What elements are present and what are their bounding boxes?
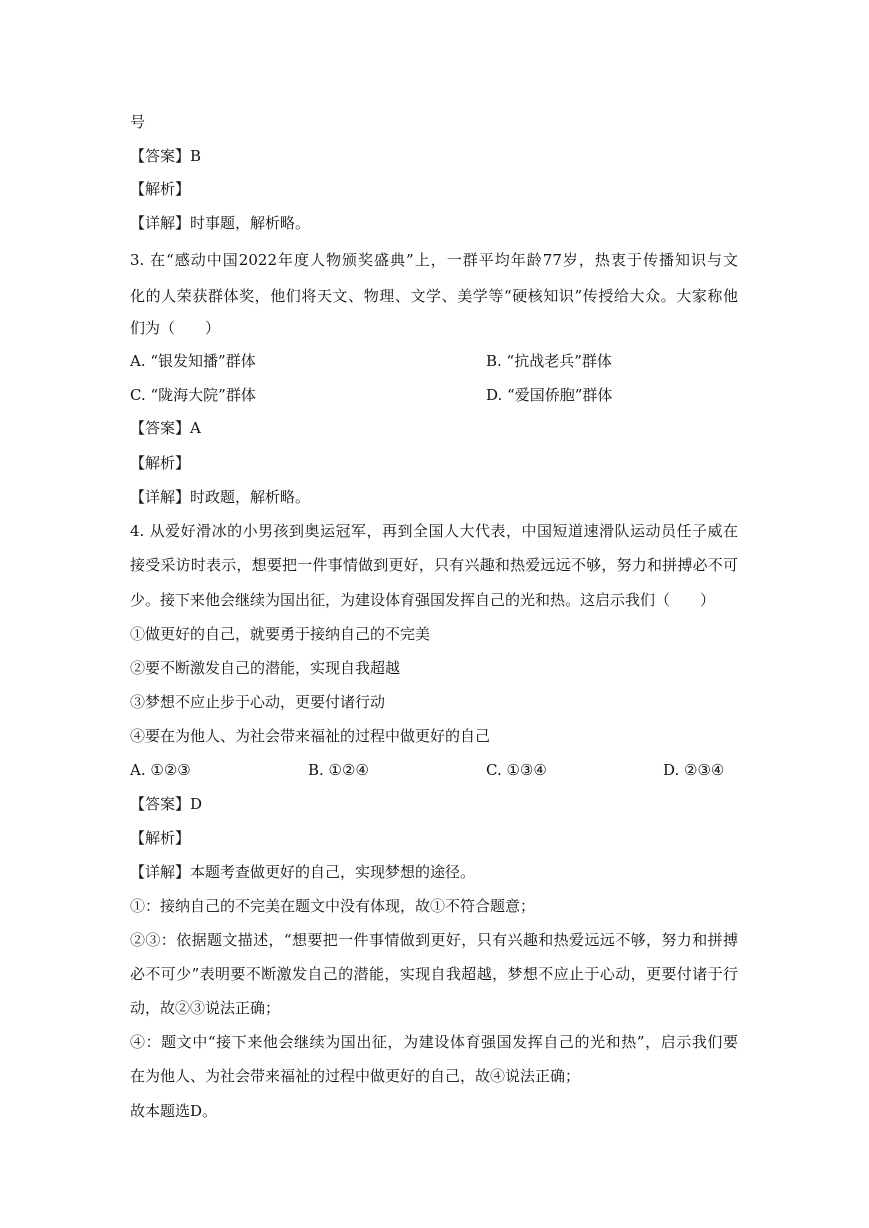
question-3-text: 3. 在“感动中国2022年度人物颁奖盛典”上，一群平均年龄77岁，热衷于传播知识与文 <box>130 251 738 269</box>
analysis-heading: 【解析】 <box>130 829 191 847</box>
explanation-line: ①：接纳自己的不完美在题文中没有体现，故①不符合题意； <box>130 897 536 915</box>
conclusion-line: 故本题选D。 <box>130 1102 218 1120</box>
question-3-text: 们为（ ） <box>130 319 221 337</box>
answer-line: 【答案】B <box>130 147 202 165</box>
question-4-text: 少。接下来他会继续为国出征，为建设体育强国发挥自己的光和热。这启示我们（ ） <box>130 591 716 609</box>
detail-line: 【详解】本题考查做更好的自己，实现梦想的途径。 <box>130 863 476 881</box>
analysis-heading: 【解析】 <box>130 454 191 472</box>
question-4-statement: ①做更好的自己，就要勇于接纳自己的不完美 <box>130 625 431 643</box>
question-4-text: 4. 从爱好滑冰的小男孩到奥运冠军，再到全国人大代表，中国短道速滑队运动员任子威在 <box>130 522 738 540</box>
explanation-line: ④：题文中“接下来他会继续为国出征，为建设体育强国发挥自己的光和热”，启示我们要 <box>130 1033 738 1051</box>
question-3-option-a: A. “银发知播”群体 <box>130 352 256 370</box>
question-4-statement: ③梦想不应止步于心动，更要付诸行动 <box>130 693 386 711</box>
explanation-line: 在为他人、为社会带来福祉的过程中做更好的自己，故④说法正确； <box>130 1067 581 1085</box>
question-3-option-c: C. “陇海大院”群体 <box>130 386 256 404</box>
question-4-text: 接受采访时表示，想要把一件事情做到更好，只有兴趣和热爱远远不够，努力和拼搏必不可 <box>130 556 738 574</box>
question-3-text: 化的人荣获群体奖，他们将天文、物理、文学、美学等“硬核知识”传授给大众。大家称他 <box>130 287 738 305</box>
question-4-option-c: C. ①③④ <box>486 761 547 779</box>
question-4-option-b: B. ①②④ <box>308 761 369 779</box>
question-4-option-a: A. ①②③ <box>130 761 191 779</box>
explanation-line: 必不可少”表明要不断激发自己的潜能，实现自我超越，梦想不应止于心动，更要付诸于行 <box>130 965 738 983</box>
answer-line: 【答案】A <box>130 419 201 437</box>
analysis-heading: 【解析】 <box>130 180 191 198</box>
question-4-option-d: D. ②③④ <box>663 761 725 779</box>
detail-line: 【详解】时政题，解析略。 <box>130 488 311 506</box>
explanation-line: ②③：依据题文描述，“想要把一件事情做到更好，只有兴趣和热爱远远不够，努力和拼搏 <box>130 931 738 949</box>
detail-line: 【详解】时事题，解析略。 <box>130 214 311 232</box>
explanation-line: 动，故②③说法正确； <box>130 999 281 1017</box>
text-line: 号 <box>130 113 146 131</box>
question-3-option-d: D. “爱国侨胞”群体 <box>486 386 613 404</box>
answer-line: 【答案】D <box>130 795 203 813</box>
question-4-statement: ④要在为他人、为社会带来福祉的过程中做更好的自己 <box>130 727 491 745</box>
question-4-statement: ②要不断激发自己的潜能，实现自我超越 <box>130 659 401 677</box>
question-3-option-b: B. “抗战老兵”群体 <box>486 352 612 370</box>
